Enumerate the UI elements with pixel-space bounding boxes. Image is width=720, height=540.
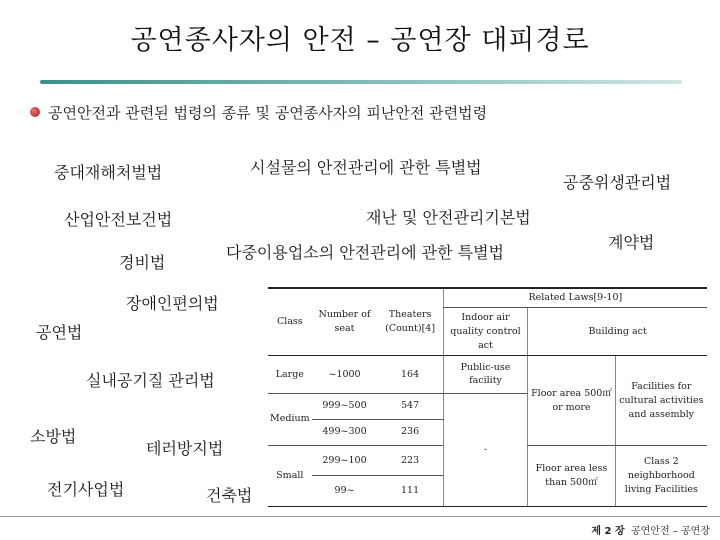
law-label: 산업안전보건법 [64,210,173,229]
header-building: Building act [528,308,707,356]
header-seats: Number of seat [312,288,378,356]
cell-iaq-dash: - [443,393,528,506]
footer-chapter: 제 2 장 [591,526,625,537]
law-label: 장애인편의법 [126,294,219,313]
law-label: 시설물의 안전관리에 관한 특별법 [250,158,482,177]
law-label: 공중위생관리법 [563,173,672,192]
law-label: 건축법 [206,486,253,505]
footer [591,522,710,537]
cell-facility-cultural: Facilities for cultural activities and assembly [615,356,707,445]
footer-text: 공연안전 – 공연장 [631,526,710,537]
law-label: 소방법 [30,427,77,446]
slide-title: 공연종사자의 안전 – 공연장 대피경로 [130,25,590,56]
footer-divider [0,516,720,517]
cell-count: 236 [377,419,443,445]
theater-law-table [268,287,707,507]
bullet-text: 공연안전과 관련된 법령의 종류 및 공연종사자의 피난안전 관련법령 [48,104,488,122]
cell-seats: ~1000 [312,356,378,393]
bullet-dot-icon [30,107,40,117]
cell-seats: 299~100 [312,445,378,476]
cell-floor-over: Floor area 500㎡ or more [528,356,615,445]
cell-seats: 99~ [312,476,378,507]
law-label: 전기사업법 [47,480,125,499]
header-class: Class [268,288,312,356]
bullet-item [30,102,487,123]
law-label: 다중이용업소의 안전관리에 관한 특별법 [226,243,505,262]
law-label: 실내공기질 관리법 [86,371,215,390]
cell-seats: 999~500 [312,393,378,419]
cell-count: 223 [377,445,443,476]
cell-seats: 499~300 [312,419,378,445]
cell-count: 111 [377,476,443,507]
law-label: 경비법 [119,253,166,272]
law-label: 중대재해처벌법 [54,163,163,182]
cell-count: 164 [377,356,443,393]
header-related-laws: Related Laws[9-10] [443,288,707,308]
cell-floor-under: Floor area less than 500㎡ [528,445,615,506]
law-label: 계약법 [608,233,655,252]
cell-class: Small [268,445,312,506]
header-theaters: Theaters (Count)[4] [377,288,443,356]
cell-iaq-public: Public-use facility [443,356,528,393]
header-iaq: Indoor air quality control act [443,308,528,356]
law-label: 공연법 [36,323,83,342]
cell-class: Large [268,356,312,393]
title-underline [40,80,682,84]
law-label: 재난 및 안전관리기본법 [366,208,531,227]
cell-facility-class2: Class 2 neighborhood living Facilities [615,445,707,506]
cell-count: 547 [377,393,443,419]
cell-class: Medium [268,393,312,445]
law-label: 테러방지법 [146,439,224,458]
